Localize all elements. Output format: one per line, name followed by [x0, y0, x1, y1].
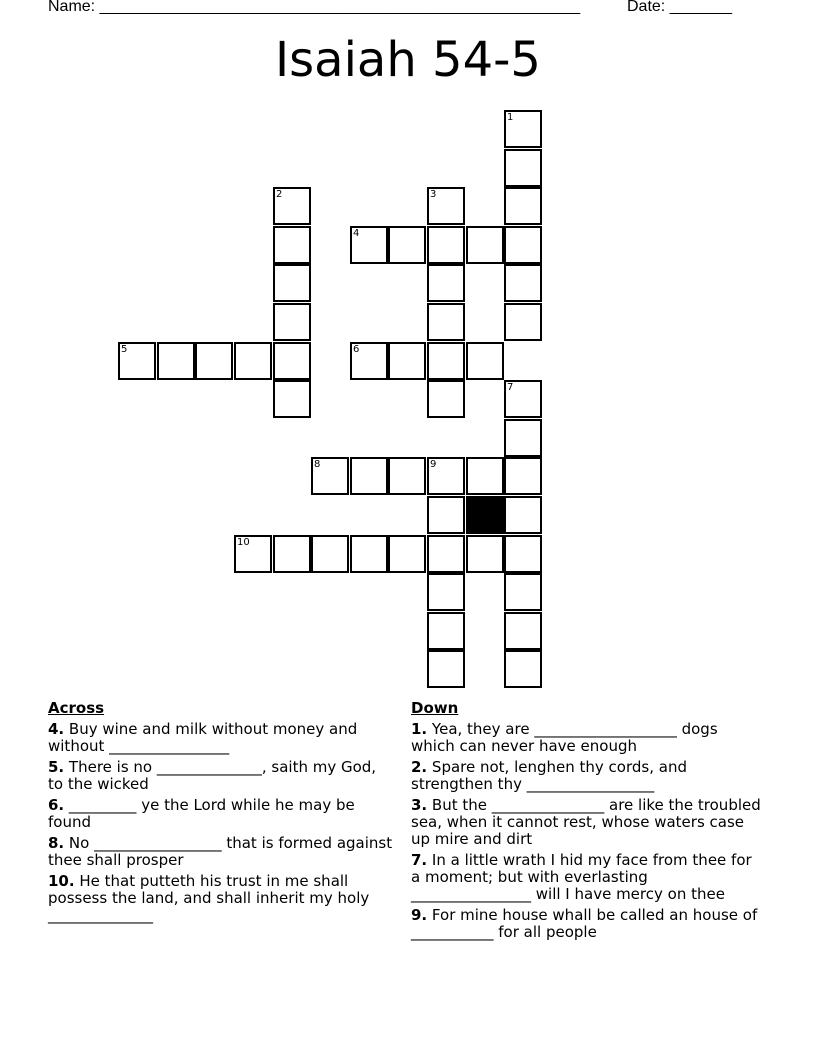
grid-cell[interactable]: [427, 380, 465, 418]
grid-cell[interactable]: [504, 535, 542, 573]
clue-number-label: 9: [430, 459, 437, 470]
clue-number-label: 4: [353, 228, 360, 239]
grid-cell[interactable]: [427, 303, 465, 341]
clue-text: No _________________ that is formed against thee shall prosper: [48, 834, 393, 869]
clue-number: 8.: [48, 834, 65, 852]
grid-cell[interactable]: [427, 457, 465, 495]
down-clues: [411, 700, 761, 945]
clue-number: 6.: [48, 796, 65, 814]
date-field[interactable]: Date: _______: [627, 0, 732, 15]
clue-across-5: [48, 759, 393, 793]
clue-text: For mine house whall be called an house of ___________ for all people: [411, 906, 758, 941]
clue-across-8: [48, 835, 393, 869]
clue-across-6: [48, 797, 393, 831]
grid-cell[interactable]: [311, 535, 349, 573]
grid-cell[interactable]: [504, 650, 542, 688]
grid-cell[interactable]: [350, 226, 388, 264]
clue-number: 9.: [411, 906, 428, 924]
clue-across-10: [48, 873, 393, 924]
name-field[interactable]: Name: ______________________________________________________: [48, 0, 581, 15]
grid-cell[interactable]: [427, 535, 465, 573]
clue-text: In a little wrath I hid my face from thee for a moment; but with everlasting ________________ will I have mercy on thee: [411, 851, 752, 903]
clue-number-label: 7: [507, 382, 514, 393]
clue-across-4: [48, 721, 393, 755]
clue-number: 4.: [48, 720, 65, 738]
grid-cell[interactable]: [427, 612, 465, 650]
clue-number: 5.: [48, 758, 65, 776]
clue-number: 2.: [411, 758, 428, 776]
grid-cell[interactable]: [466, 535, 504, 573]
clue-text: Buy wine and milk without money and without ________________: [48, 720, 358, 755]
grid-cell[interactable]: [466, 226, 504, 264]
grid-cell[interactable]: [504, 264, 542, 302]
grid-cell[interactable]: [273, 535, 311, 573]
grid-cell[interactable]: [504, 303, 542, 341]
grid-cell[interactable]: [504, 380, 542, 418]
clue-number: 3.: [411, 796, 428, 814]
grid-cell[interactable]: [504, 187, 542, 225]
clue-down-2: [411, 759, 761, 793]
grid-cell[interactable]: [427, 187, 465, 225]
grid-cell[interactable]: [504, 573, 542, 611]
grid-cell[interactable]: [504, 226, 542, 264]
grid-cell[interactable]: [350, 457, 388, 495]
grid-cell[interactable]: [195, 342, 233, 380]
clue-number-label: 8: [314, 459, 321, 470]
clue-text: Spare not, lenghen thy cords, and strengthen thy _________________: [411, 758, 687, 793]
grid-cell[interactable]: [466, 342, 504, 380]
grid-cell[interactable]: [427, 342, 465, 380]
grid-cell[interactable]: [273, 226, 311, 264]
grid-cell[interactable]: [273, 264, 311, 302]
down-heading: Down: [411, 699, 459, 717]
clue-text: There is no ______________, saith my God, to the wicked: [48, 758, 377, 793]
grid-cell[interactable]: [350, 342, 388, 380]
grid-cell[interactable]: [388, 342, 426, 380]
clue-text: Yea, they are ___________________ dogs which can never have enough: [411, 720, 718, 755]
clue-down-1: [411, 721, 761, 755]
grid-cell[interactable]: [311, 457, 349, 495]
clue-down-9: [411, 907, 761, 941]
grid-cell[interactable]: [427, 573, 465, 611]
grid-cell[interactable]: [427, 226, 465, 264]
grid-cell[interactable]: [273, 380, 311, 418]
clue-text: But the _______________ are like the troubled sea, when it cannot rest, whose waters case up mire and dirt: [411, 796, 761, 848]
grid-cell[interactable]: [504, 149, 542, 187]
grid-cell[interactable]: [427, 650, 465, 688]
grid-cell[interactable]: [504, 419, 542, 457]
grid-cell[interactable]: [504, 496, 542, 534]
grid-cell[interactable]: [234, 535, 272, 573]
clue-number: 10.: [48, 872, 75, 890]
grid-cell[interactable]: [388, 535, 426, 573]
clue-number: 7.: [411, 851, 428, 869]
grid-cell[interactable]: [466, 457, 504, 495]
grid-cell[interactable]: [273, 342, 311, 380]
grid-cell[interactable]: [504, 457, 542, 495]
clue-number-label: 5: [121, 344, 128, 355]
grid-cell[interactable]: [350, 535, 388, 573]
grid-cell[interactable]: [273, 187, 311, 225]
clue-text: He that putteth his trust in me shall possess the land, and shall inherit my holy ______________: [48, 872, 370, 924]
clue-text: _________ ye the Lord while he may be found: [48, 796, 355, 831]
grid-cell[interactable]: [427, 496, 465, 534]
across-clues: [48, 700, 393, 928]
page-title: Isaiah 54-5: [275, 32, 541, 88]
clue-number-label: 1: [507, 112, 514, 123]
clue-number: 1.: [411, 720, 428, 738]
clue-number-label: 3: [430, 189, 437, 200]
clue-down-3: [411, 797, 761, 848]
grid-cell[interactable]: [388, 226, 426, 264]
grid-cell[interactable]: [388, 457, 426, 495]
clue-down-7: [411, 852, 761, 903]
grid-cell[interactable]: [504, 612, 542, 650]
grid-cell[interactable]: [157, 342, 195, 380]
clue-number-label: 2: [276, 189, 283, 200]
grid-cell[interactable]: [427, 264, 465, 302]
clue-number-label: 10: [237, 537, 250, 548]
grid-cell[interactable]: [234, 342, 272, 380]
grid-cell[interactable]: [273, 303, 311, 341]
across-heading: Across: [48, 699, 105, 717]
black-square: [466, 496, 504, 534]
grid-cell[interactable]: [118, 342, 156, 380]
grid-cell[interactable]: [504, 110, 542, 148]
clue-number-label: 6: [353, 344, 360, 355]
